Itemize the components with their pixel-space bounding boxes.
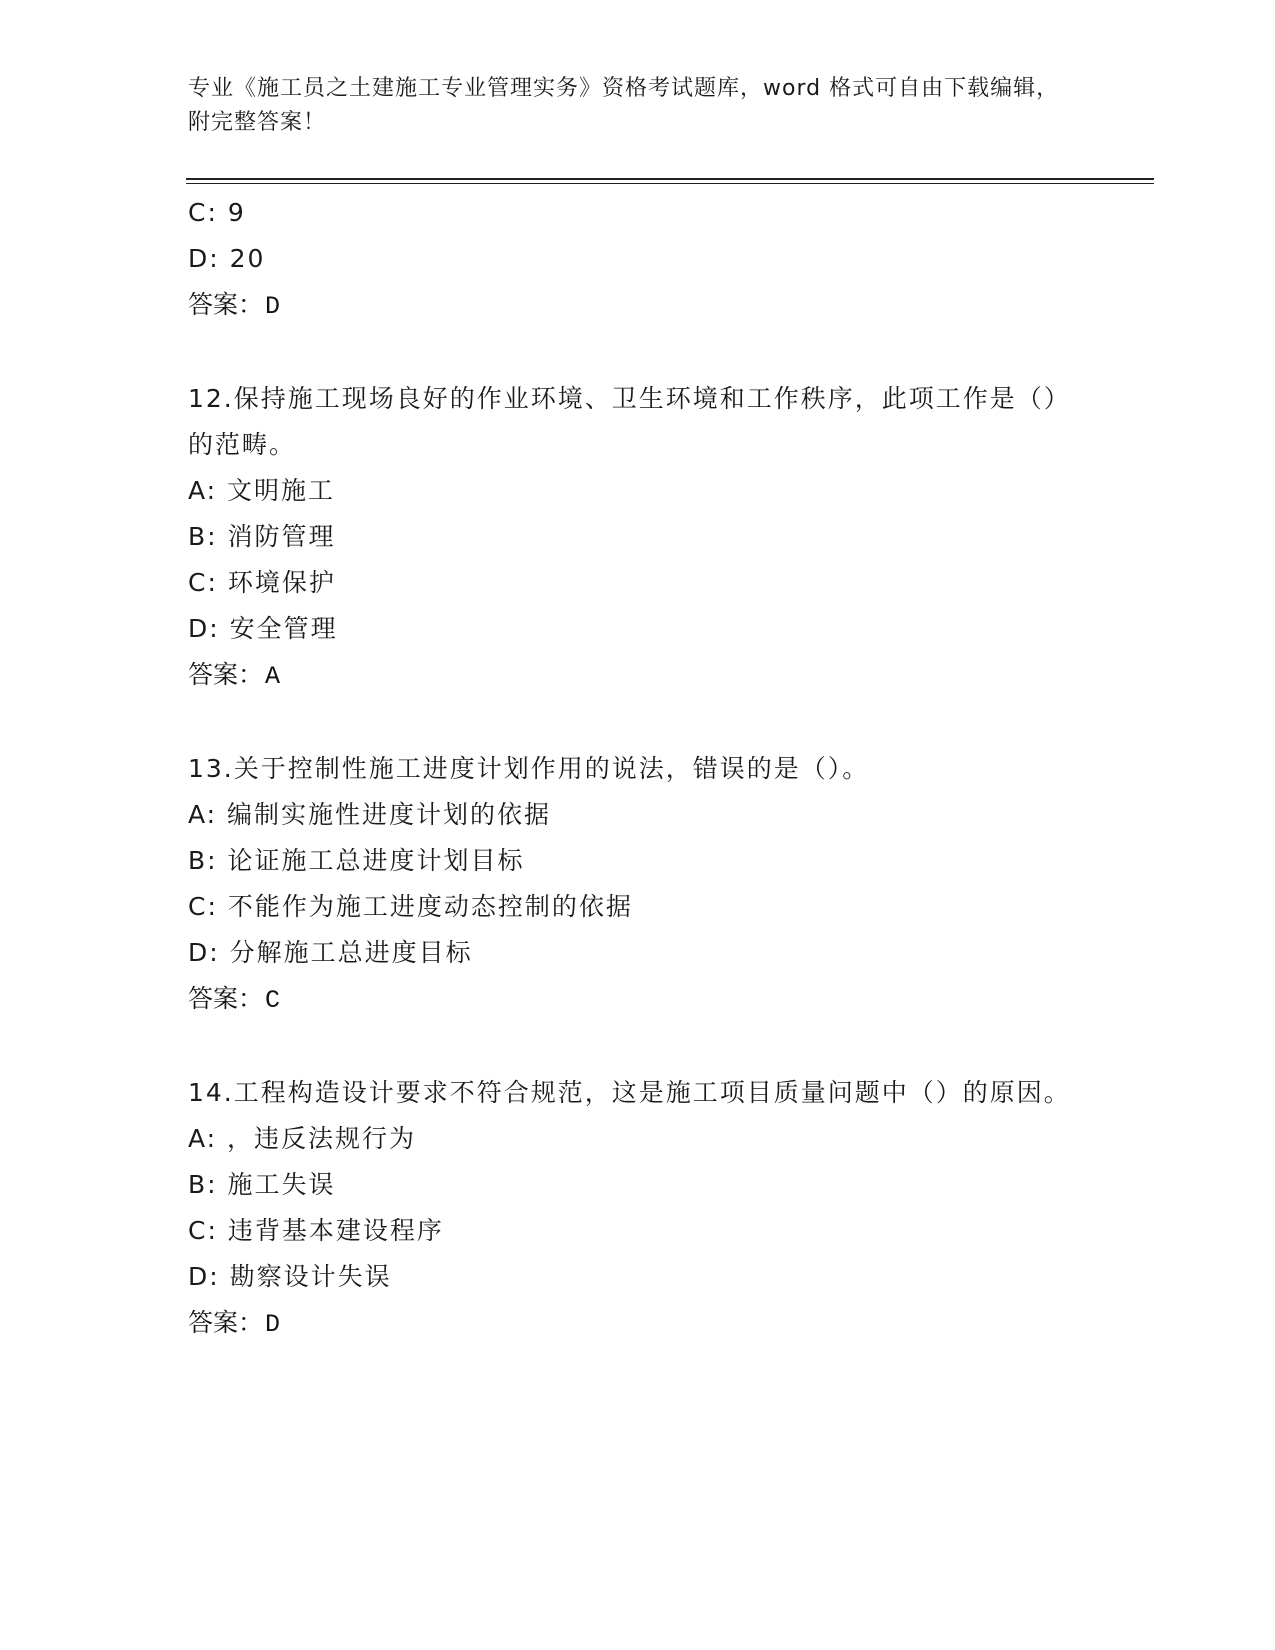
question-stem: 14.工程构造设计要求不符合规范，这是施工项目质量问题中（）的原因。	[188, 1078, 1071, 1107]
spacer	[188, 1024, 1088, 1070]
question-13	[188, 746, 1088, 1024]
answer-line	[188, 282, 1088, 330]
answer-label: 答案：	[188, 984, 264, 1013]
question-14	[188, 1070, 1088, 1348]
document-header: 专业《施工员之土建施工专业管理实务》资格考试题库，word 格式可自由下载编辑，附完整答案！	[188, 76, 1060, 135]
option-a: A: 文明施工	[188, 476, 336, 505]
option-c: C: 违背基本建设程序	[188, 1216, 444, 1245]
question-stem: 12.保持施工现场良好的作业环境、卫生环境和工作秩序，此项工作是（）的范畴。	[188, 384, 1071, 459]
option-b: B: 施工失误	[188, 1170, 336, 1199]
option-b: B: 论证施工总进度计划目标	[188, 846, 525, 875]
option-c: C: 环境保护	[188, 568, 336, 597]
answer-key: D	[265, 292, 281, 321]
option-d: D: 20	[188, 244, 266, 273]
answer-label: 答案：	[188, 290, 264, 319]
option-d: D: 安全管理	[188, 614, 338, 643]
option-d: D: 勘察设计失误	[188, 1262, 392, 1291]
option-b: B: 消防管理	[188, 522, 336, 551]
answer-line	[188, 1300, 1088, 1348]
spacer	[188, 700, 1088, 746]
question-11-tail	[188, 190, 1088, 330]
answer-line	[188, 652, 1088, 700]
option-a: A: ，违反法规行为	[188, 1124, 417, 1153]
header-divider-thin	[186, 183, 1154, 184]
answer-key: D	[265, 1310, 281, 1339]
answer-line	[188, 976, 1088, 1024]
answer-key: C	[265, 986, 281, 1015]
answer-key: A	[265, 662, 281, 691]
option-c: C: 9	[188, 198, 246, 227]
answer-label: 答案：	[188, 1308, 264, 1337]
question-12	[188, 376, 1088, 700]
option-a: A: 编制实施性进度计划的依据	[188, 800, 552, 829]
option-c: C: 不能作为施工进度动态控制的依据	[188, 892, 633, 921]
option-d: D: 分解施工总进度目标	[188, 938, 473, 967]
answer-label: 答案：	[188, 660, 264, 689]
header-divider-thick	[186, 178, 1154, 180]
question-stem: 13.关于控制性施工进度计划作用的说法，错误的是（）。	[188, 754, 870, 783]
spacer	[188, 330, 1088, 376]
question-list	[188, 190, 1088, 1348]
